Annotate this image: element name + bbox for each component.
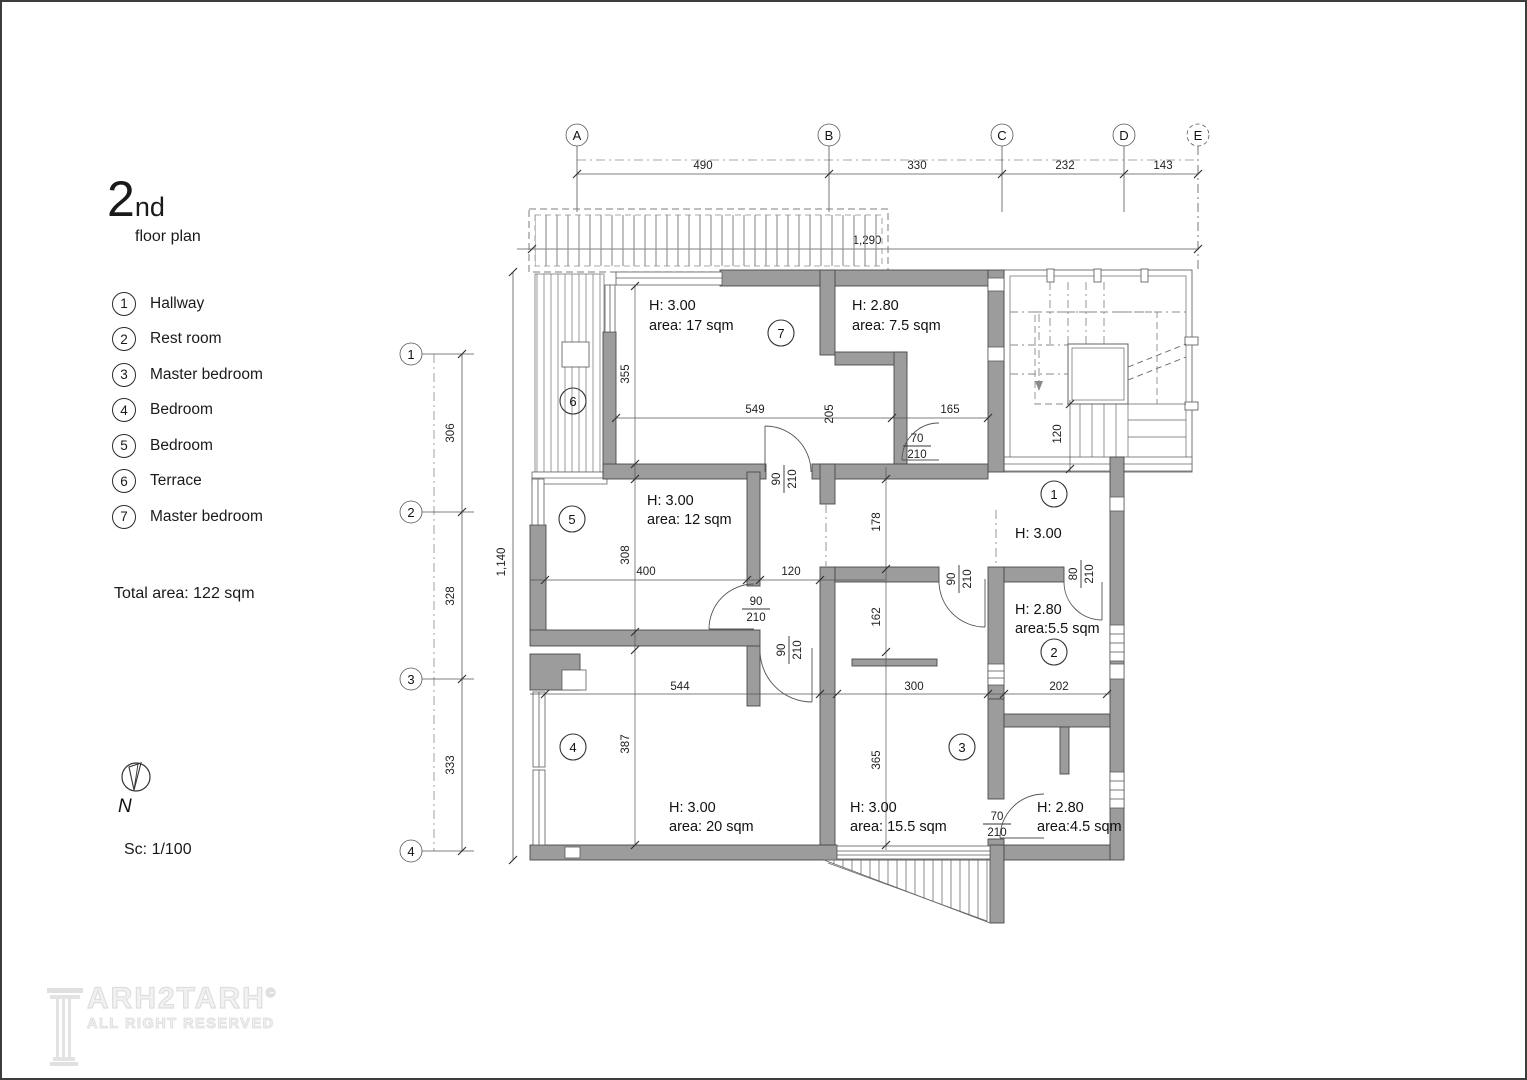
dim-387: 387 bbox=[620, 734, 632, 754]
svg-text:210: 210 bbox=[962, 569, 974, 589]
bath-height: H: 2.80 bbox=[1037, 800, 1084, 816]
svg-text:90: 90 bbox=[776, 643, 788, 657]
dim-162: 162 bbox=[871, 607, 883, 627]
legend-label: Terrace bbox=[150, 472, 202, 490]
dim-row-23: 328 bbox=[445, 586, 457, 606]
legend-number-badge: 2 bbox=[112, 327, 136, 351]
room1-number: 1 bbox=[1050, 487, 1058, 502]
dim-row-12: 306 bbox=[445, 423, 457, 443]
watermark-brand: ARH2TARH bbox=[87, 982, 266, 1015]
svg-text:90: 90 bbox=[771, 472, 783, 486]
dim-total-height: 1,140 bbox=[496, 547, 508, 577]
title-subtitle: floor plan bbox=[135, 228, 201, 245]
svg-text:210: 210 bbox=[746, 612, 766, 624]
grid-col-e: E bbox=[1193, 128, 1203, 143]
grid-fragments bbox=[826, 504, 996, 567]
dim-365: 365 bbox=[871, 750, 883, 770]
dim-col-cd: 232 bbox=[1055, 160, 1075, 172]
dim-308: 308 bbox=[620, 545, 632, 565]
room4-number: 4 bbox=[569, 740, 577, 755]
svg-text:70: 70 bbox=[910, 433, 924, 445]
legend-label: Bedroom bbox=[150, 401, 213, 419]
svg-text:90: 90 bbox=[946, 572, 958, 586]
grid-row-2: 2 bbox=[407, 505, 415, 520]
legend-number-badge: 7 bbox=[112, 505, 136, 529]
dim-row-34: 333 bbox=[445, 755, 457, 775]
room4-height: H: 3.00 bbox=[669, 800, 716, 816]
svg-text:70: 70 bbox=[990, 811, 1004, 823]
grid-col-d: D bbox=[1119, 128, 1129, 143]
grid-row-3: 3 bbox=[407, 672, 415, 687]
room5-height: H: 3.00 bbox=[647, 493, 694, 509]
dim-col-ab: 490 bbox=[693, 160, 713, 172]
grid-col-b: B bbox=[824, 128, 834, 143]
door-label-90-210-room5 bbox=[742, 596, 770, 624]
svg-text:90: 90 bbox=[749, 596, 763, 608]
legend-label: Master bedroom bbox=[150, 365, 263, 383]
dim-202: 202 bbox=[1049, 681, 1069, 693]
svg-text:210: 210 bbox=[792, 640, 804, 660]
door-label-80-210-room2 bbox=[1068, 560, 1096, 588]
room7-area: area: 17 sqm bbox=[649, 318, 734, 334]
grid-row-1: 1 bbox=[407, 347, 415, 362]
room7-number: 7 bbox=[777, 326, 785, 341]
legend-number-badge: 3 bbox=[112, 363, 136, 387]
terrace bbox=[532, 274, 607, 484]
legend-label: Bedroom bbox=[150, 436, 213, 454]
door-label-90-210-corr-low bbox=[776, 636, 804, 664]
canopy-hatch bbox=[529, 209, 888, 272]
room6-number: 6 bbox=[569, 394, 577, 409]
grid-row-4: 4 bbox=[407, 844, 415, 859]
dim-178: 178 bbox=[871, 512, 883, 532]
dim-549: 549 bbox=[745, 404, 765, 416]
legend-number-badge: 6 bbox=[112, 469, 136, 493]
room1-height: H: 3.00 bbox=[1015, 526, 1062, 542]
dim-col-de: 143 bbox=[1153, 160, 1173, 172]
room5-number: 5 bbox=[568, 512, 576, 527]
room3-number: 3 bbox=[958, 740, 966, 755]
room7b-area: area: 7.5 sqm bbox=[852, 318, 941, 334]
north-letter: N bbox=[118, 796, 132, 817]
total-area-label: Total area: 122 sqm bbox=[114, 585, 255, 602]
door-label-90-210-room3 bbox=[946, 565, 974, 593]
dim-355: 355 bbox=[620, 364, 632, 384]
dim-300: 300 bbox=[904, 681, 924, 693]
svg-text:210: 210 bbox=[987, 827, 1007, 839]
room4-area: area: 20 sqm bbox=[669, 819, 754, 835]
legend-number-badge: 4 bbox=[112, 398, 136, 422]
dim-120: 120 bbox=[781, 566, 801, 578]
bath-area: area:4.5 sqm bbox=[1037, 819, 1122, 835]
watermark-copyright: © bbox=[265, 985, 278, 1000]
dim-120-stairs: 120 bbox=[1052, 424, 1064, 444]
grid-col-a: A bbox=[572, 128, 582, 143]
svg-text:80: 80 bbox=[1068, 567, 1080, 581]
room2-area: area:5.5 sqm bbox=[1015, 621, 1100, 637]
svg-text:210: 210 bbox=[907, 449, 927, 461]
stairwell bbox=[1004, 269, 1198, 472]
room7-height: H: 3.00 bbox=[649, 298, 696, 314]
title-suffix: nd bbox=[134, 192, 165, 222]
dim-205: 205 bbox=[824, 404, 836, 424]
door-label-70-210-bath bbox=[983, 811, 1011, 839]
dim-165: 165 bbox=[940, 404, 960, 416]
room2-height: H: 2.80 bbox=[1015, 602, 1062, 618]
dim-col-bc: 330 bbox=[907, 160, 927, 172]
room7b-height: H: 2.80 bbox=[852, 298, 899, 314]
room3-area: area: 15.5 sqm bbox=[850, 819, 947, 835]
svg-text:210: 210 bbox=[1084, 564, 1096, 584]
legend-number-badge: 1 bbox=[112, 292, 136, 316]
exterior-stair-hatch bbox=[824, 860, 990, 923]
grid-col-c: C bbox=[997, 128, 1007, 143]
dim-544: 544 bbox=[670, 681, 690, 693]
dim-400: 400 bbox=[636, 566, 656, 578]
watermark-rights: ALL RIGHT RESERVED bbox=[87, 1016, 275, 1032]
room3-height: H: 3.00 bbox=[850, 800, 897, 816]
legend-label: Hallway bbox=[150, 294, 205, 312]
floor-plan-drawing bbox=[2, 2, 1527, 1080]
scale-label: Sc: 1/100 bbox=[124, 841, 192, 858]
legend-label: Master bedroom bbox=[150, 507, 263, 525]
room2-number: 2 bbox=[1050, 645, 1058, 660]
room5-area: area: 12 sqm bbox=[647, 512, 732, 528]
door-label-90-210-corr-top bbox=[771, 465, 799, 493]
legend-label: Rest room bbox=[150, 330, 222, 348]
svg-text:210: 210 bbox=[787, 469, 799, 489]
legend-number-badge: 5 bbox=[112, 434, 136, 458]
title-number: 2 bbox=[107, 171, 135, 227]
